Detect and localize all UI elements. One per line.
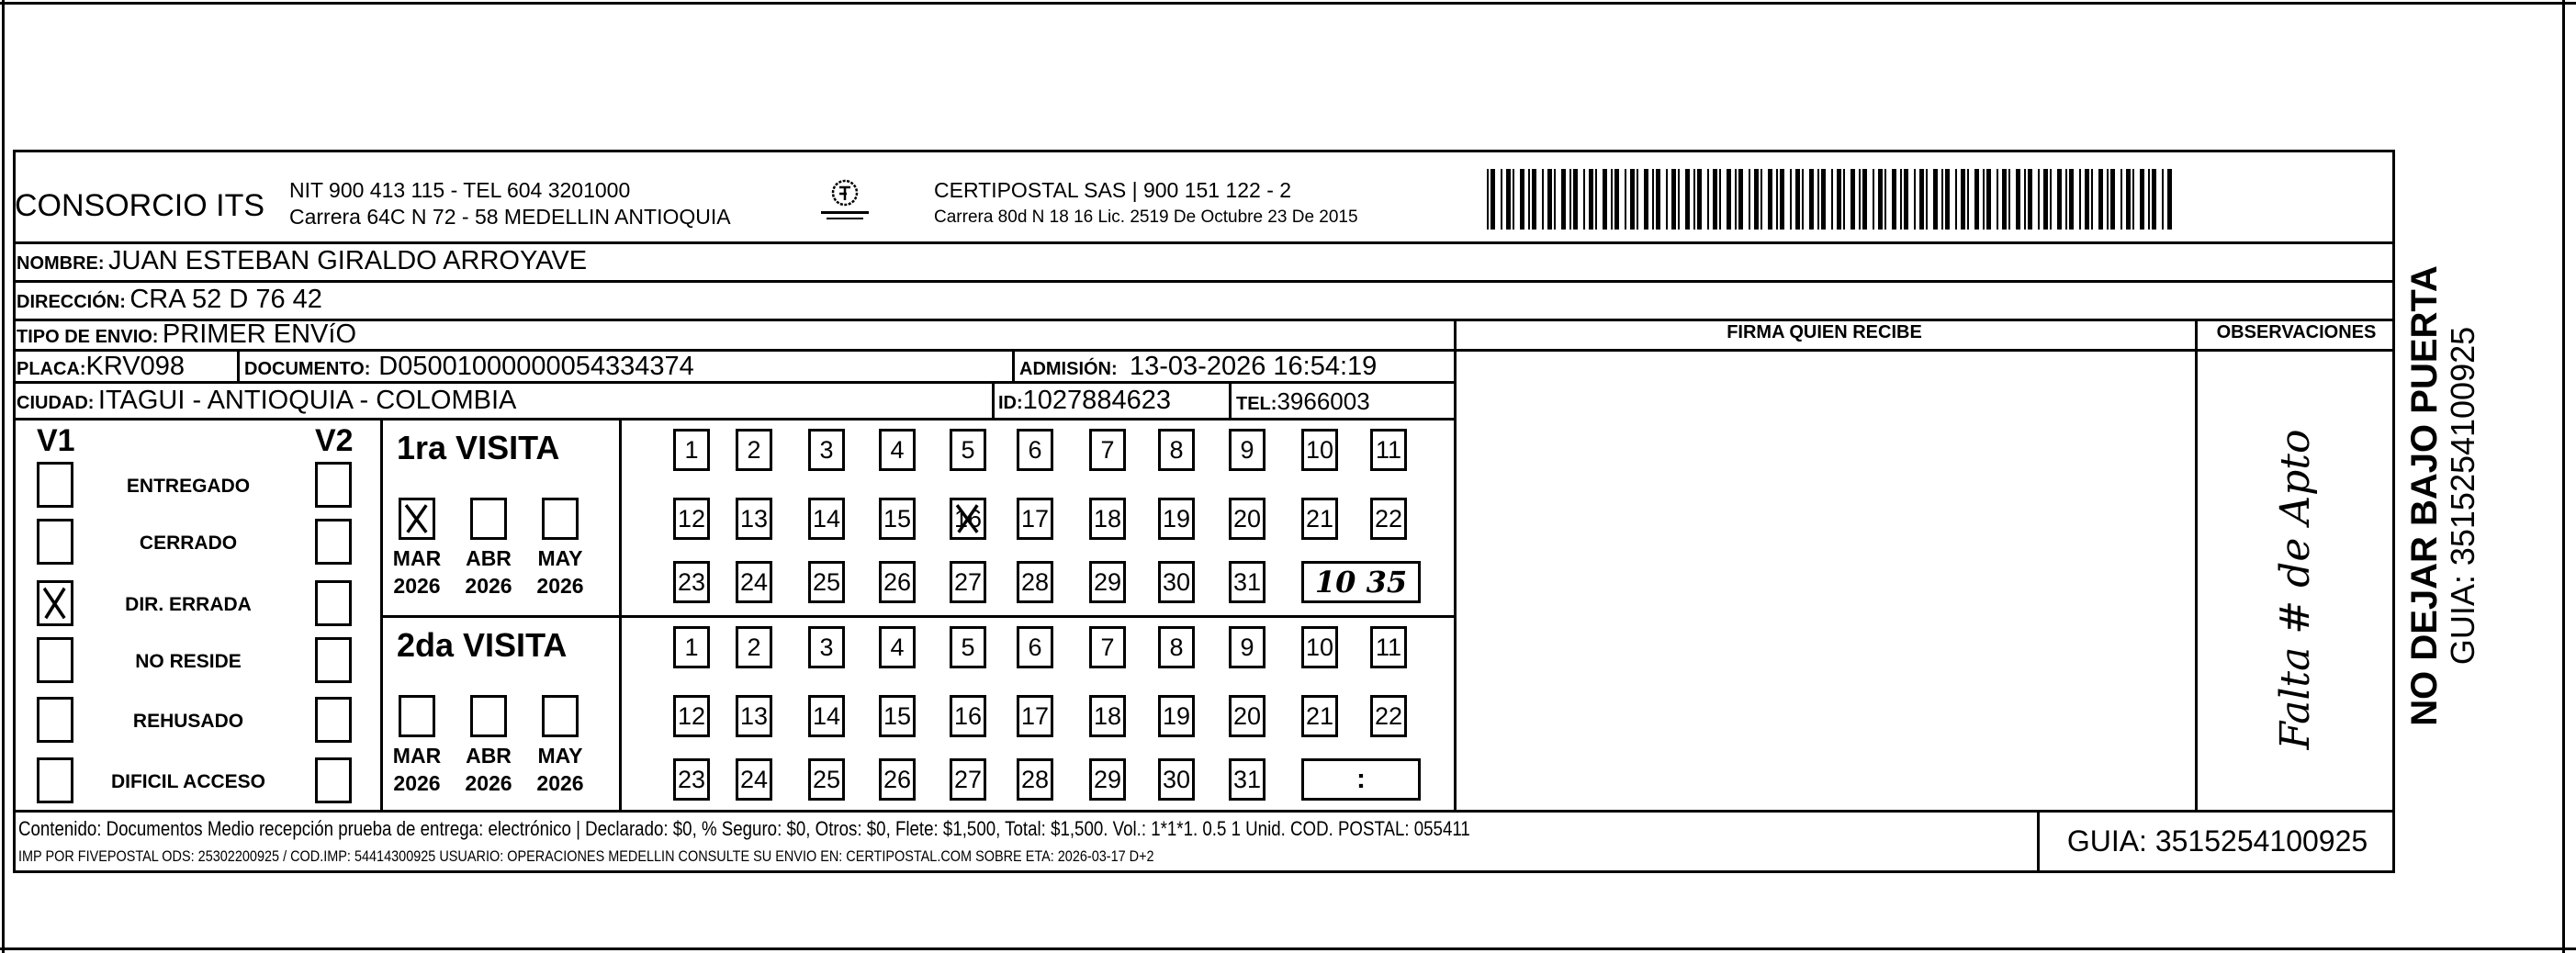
day-number: 28 [1020, 567, 1050, 596]
day-number: 5 [961, 435, 975, 464]
day-number: 25 [812, 567, 841, 596]
nombre-value: JUAN ESTEBAN GIRALDO ARROYAVE [108, 246, 588, 275]
day-number: 21 [1305, 701, 1334, 730]
day-box[interactable] [1017, 695, 1053, 737]
day-box[interactable] [1017, 758, 1053, 801]
month-label: ABR [466, 744, 512, 768]
day-number: 7 [1100, 435, 1115, 464]
v2-header: V2 [315, 423, 354, 458]
day-number: 30 [1162, 765, 1191, 793]
day-box[interactable] [1017, 498, 1053, 540]
check-x-icon [39, 583, 71, 623]
footer-imp [18, 848, 1355, 864]
v2-checkbox[interactable] [315, 757, 352, 803]
divider [13, 280, 2395, 283]
day-number: 25 [812, 765, 841, 793]
day-number: 18 [1093, 701, 1122, 730]
month-label: MAY [537, 546, 583, 570]
day-box[interactable] [879, 429, 916, 471]
day-box[interactable] [1017, 429, 1053, 471]
day-box[interactable] [736, 498, 772, 540]
observations-handwriting: Falta # de Apto [2272, 429, 2319, 750]
ciudad-field [17, 387, 516, 414]
day-box[interactable] [1229, 758, 1266, 801]
month-label: MAY [537, 744, 583, 768]
day-number: 14 [812, 701, 841, 730]
day-box[interactable] [1370, 695, 1407, 737]
direccion-label: DIRECCIÓN: [17, 292, 126, 312]
day-box[interactable] [808, 561, 845, 603]
check-x-icon [401, 500, 433, 537]
day-box[interactable] [1301, 626, 1338, 668]
day-number: 6 [1028, 633, 1042, 661]
day-number: 8 [1169, 633, 1184, 661]
day-box[interactable] [673, 758, 710, 801]
divider [13, 241, 2395, 244]
day-box[interactable] [879, 626, 916, 668]
day-box[interactable] [879, 695, 916, 737]
day-number: 3 [819, 435, 834, 464]
footer-line2: IMP POR FIVEPOSTAL ODS: 25302200925 / COD.IMP: 54414300925 USUARIO: OPERACIONES MEDELLIN CONSULTE SU ENVIO EN: CERTIPOSTAL.COM SOBRE ETA: 2026-03-17 D+2 [18, 847, 1154, 865]
day-box[interactable] [950, 758, 986, 801]
day-number: 3 [819, 633, 834, 661]
day-box[interactable] [808, 758, 845, 801]
day-box[interactable] [1301, 695, 1338, 737]
day-number: 26 [883, 765, 912, 793]
day-box[interactable] [736, 758, 772, 801]
v2-checkbox[interactable] [315, 462, 352, 508]
day-number: 15 [883, 504, 912, 533]
day-number: 31 [1232, 567, 1262, 596]
day-box[interactable] [1301, 429, 1338, 471]
day-box[interactable] [736, 429, 772, 471]
day-box[interactable] [1158, 758, 1195, 801]
footer-guia: GUIA: 3515254100925 [2066, 824, 2368, 858]
status-label: ENTREGADO [126, 476, 251, 497]
year-label: 2026 [393, 771, 441, 795]
v1-checkbox[interactable] [37, 462, 73, 508]
page-border-left [2, 0, 5, 953]
v1-checkbox[interactable] [37, 697, 73, 743]
v1-checkbox[interactable] [37, 519, 73, 565]
day-number: 27 [953, 567, 983, 596]
day-number: 13 [739, 701, 769, 730]
day-number: 5 [961, 633, 975, 661]
time-field[interactable]: 10 35 [1301, 561, 1421, 603]
day-number: 4 [890, 435, 905, 464]
day-box[interactable] [1158, 561, 1195, 603]
firma-label: FIRMA QUIEN RECIBE [1727, 322, 1922, 342]
v2-checkbox[interactable] [315, 697, 352, 743]
day-box[interactable] [673, 429, 710, 471]
day-box[interactable] [673, 626, 710, 668]
day-box[interactable] [673, 561, 710, 603]
day-box[interactable] [673, 695, 710, 737]
admision-label: ADMISIÓN: [1019, 359, 1118, 379]
page-border-bottom [0, 947, 2576, 950]
status-label: NO RESIDE [135, 651, 242, 672]
v2-checkbox[interactable] [315, 519, 352, 565]
year-label: 2026 [465, 574, 512, 598]
tel-value: 3966003 [1277, 387, 1370, 415]
day-box[interactable] [1089, 429, 1126, 471]
day-box[interactable] [808, 498, 845, 540]
v1-checkbox[interactable] [37, 757, 73, 803]
day-number: 2 [747, 435, 761, 464]
divider [1012, 349, 1015, 381]
visit-title: 1ra VISITA [397, 429, 560, 466]
day-box[interactable] [1229, 429, 1266, 471]
id-label: ID: [998, 393, 1023, 413]
day-box[interactable] [1370, 429, 1407, 471]
observaciones-label: OBSERVACIONES [2216, 322, 2377, 342]
day-number: 30 [1162, 567, 1191, 596]
documento-value: D05001000000054334374 [378, 352, 694, 381]
day-number: 14 [812, 504, 841, 533]
time-field[interactable]: : [1301, 758, 1421, 801]
day-box[interactable] [1017, 561, 1053, 603]
day-box[interactable] [1089, 561, 1126, 603]
month-checkbox[interactable] [542, 695, 579, 737]
month-checkbox[interactable] [399, 695, 435, 737]
direccion-value: CRA 52 D 76 42 [129, 285, 322, 314]
day-number: 24 [739, 765, 769, 793]
day-number: 26 [883, 567, 912, 596]
day-box[interactable] [1229, 626, 1266, 668]
day-number: 15 [883, 701, 912, 730]
day-number: 17 [1020, 701, 1050, 730]
nombre-label: NOMBRE: [17, 253, 105, 274]
day-box[interactable] [950, 498, 986, 540]
tel-field [1236, 389, 1370, 413]
day-number: 12 [677, 504, 706, 533]
signature-area[interactable] [1457, 352, 2195, 810]
day-box[interactable] [1370, 498, 1407, 540]
day-box[interactable] [1158, 626, 1195, 668]
side-warning: NO DEJAR BAJO PUERTA [2404, 265, 2445, 726]
day-number: 7 [1100, 633, 1115, 661]
day-number: 22 [1374, 504, 1403, 533]
day-box[interactable] [736, 626, 772, 668]
day-number: 16 [953, 504, 983, 533]
company-name: CONSORCIO ITS [15, 188, 265, 223]
ciudad-label: CIUDAD: [17, 393, 95, 413]
day-number: 21 [1305, 504, 1334, 533]
divider [380, 615, 1454, 618]
day-number: 29 [1093, 567, 1122, 596]
day-box[interactable] [1158, 498, 1195, 540]
day-number: 9 [1240, 633, 1254, 661]
day-number: 27 [953, 765, 983, 793]
divider [13, 319, 2395, 321]
day-number: 1 [684, 633, 699, 661]
year-label: 2026 [536, 771, 584, 795]
day-number: 1 [684, 435, 699, 464]
day-box[interactable] [1229, 498, 1266, 540]
divider [237, 349, 240, 381]
v1-header: V1 [37, 423, 75, 458]
day-number: 11 [1375, 633, 1402, 661]
year-label: 2026 [465, 771, 512, 795]
day-number: 13 [739, 504, 769, 533]
documento-field [244, 353, 694, 380]
month-checkbox[interactable] [470, 498, 507, 540]
status-label: CERRADO [139, 533, 238, 554]
day-box[interactable] [1229, 561, 1266, 603]
day-box[interactable] [808, 429, 845, 471]
day-number: 19 [1162, 504, 1191, 533]
divider [13, 418, 1454, 420]
documento-label: DOCUMENTO: [244, 359, 371, 379]
tel-label: TEL: [1236, 394, 1277, 414]
admision-field [1019, 353, 1377, 380]
day-number: 20 [1232, 701, 1262, 730]
tipo-value: PRIMER ENVíO [162, 320, 357, 349]
carrier-name: CERTIPOSTAL SAS | 900 151 122 - 2 [934, 178, 1292, 202]
day-number: 11 [1375, 435, 1402, 464]
company-nit: NIT 900 413 115 - TEL 604 3201000 [289, 178, 631, 202]
placa-field [17, 353, 185, 380]
divider [992, 381, 995, 418]
v1-checkbox[interactable] [37, 580, 73, 626]
day-number: 18 [1093, 504, 1122, 533]
day-number: 9 [1240, 435, 1254, 464]
divider [619, 418, 622, 810]
day-box[interactable] [1158, 695, 1195, 737]
day-box[interactable] [950, 561, 986, 603]
day-number: 8 [1169, 435, 1184, 464]
day-box[interactable] [1158, 429, 1195, 471]
placa-value: KRV098 [85, 352, 186, 381]
day-box[interactable] [1370, 626, 1407, 668]
divider [2195, 319, 2198, 810]
day-box[interactable] [1089, 695, 1126, 737]
divider [13, 381, 1454, 384]
month-label: MAR [392, 744, 442, 768]
company-address: Carrera 64C N 72 - 58 MEDELLIN ANTIOQUIA [289, 205, 731, 229]
day-number: 4 [890, 633, 905, 661]
divider [1229, 381, 1232, 418]
page-border-top [0, 2, 2576, 5]
visit-title: 2da VISITA [397, 626, 568, 664]
day-box[interactable] [1229, 695, 1266, 737]
status-label: REHUSADO [132, 711, 244, 732]
day-number: 31 [1232, 765, 1262, 793]
day-number: 29 [1093, 765, 1122, 793]
day-box[interactable] [879, 561, 916, 603]
month-checkbox[interactable] [399, 498, 435, 540]
day-box[interactable] [736, 561, 772, 603]
year-label: 2026 [536, 574, 584, 598]
day-number: 22 [1374, 701, 1403, 730]
direccion-field [17, 286, 322, 313]
placa-label: PLACA: [17, 359, 86, 379]
status-label: DIR. ERRADA [125, 594, 252, 615]
day-number: 6 [1028, 435, 1042, 464]
year-label: 2026 [393, 574, 441, 598]
admision-value: 13-03-2026 16:54:19 [1130, 352, 1378, 381]
day-number: 23 [677, 765, 706, 793]
v2-checkbox[interactable] [315, 580, 352, 626]
day-number: 10 [1305, 633, 1334, 661]
month-checkbox[interactable] [470, 695, 507, 737]
day-box[interactable] [950, 429, 986, 471]
day-number: 2 [747, 633, 761, 661]
day-number: 12 [677, 701, 706, 730]
day-box[interactable] [1089, 758, 1126, 801]
day-number: 16 [953, 701, 983, 730]
day-box[interactable] [950, 626, 986, 668]
month-label: MAR [392, 546, 442, 570]
day-box[interactable] [1301, 498, 1338, 540]
tipo-label: TIPO DE ENVIO: [17, 327, 159, 347]
page-border-right [2562, 0, 2565, 953]
v2-checkbox[interactable] [315, 637, 352, 683]
day-box[interactable] [673, 498, 710, 540]
carrier-address: Carrera 80d N 18 16 Lic. 2519 De Octubre 23 De 2015 [934, 207, 1358, 227]
day-number: 17 [1020, 504, 1050, 533]
day-number: 10 [1305, 435, 1334, 464]
day-number: 19 [1162, 701, 1191, 730]
divider [380, 418, 383, 810]
id-value: 1027884623 [1022, 386, 1171, 415]
day-number: 23 [677, 567, 706, 596]
v1-checkbox[interactable] [37, 637, 73, 683]
footer-line1: Contenido: Documentos Medio recepción prueba de entrega: electrónico | Declarado: $0, % Seguro: $0, Otros: $0, Flete: $1,500, Total: $1,500. Vol.: 1*1*1. 0.5 1 Unid. COD. POSTAL: 055411 [18, 817, 1470, 840]
tipo-field [17, 321, 356, 348]
footer-content [18, 819, 1727, 839]
day-box[interactable] [808, 695, 845, 737]
status-label: DIFICIL ACCESO [110, 771, 265, 792]
day-number: 24 [739, 567, 769, 596]
day-box[interactable] [1089, 626, 1126, 668]
id-field [998, 387, 1171, 414]
side-guia: GUIA: 3515254100925 [2444, 326, 2481, 666]
day-box[interactable] [879, 498, 916, 540]
day-number: 20 [1232, 504, 1262, 533]
ciudad-value: ITAGUI - ANTIOQUIA - COLOMBIA [97, 386, 517, 415]
day-box[interactable] [879, 758, 916, 801]
day-box[interactable] [808, 626, 845, 668]
month-checkbox[interactable] [542, 498, 579, 540]
nombre-field [17, 248, 587, 275]
day-box[interactable] [1017, 626, 1053, 668]
day-box[interactable] [950, 695, 986, 737]
day-box[interactable] [736, 695, 772, 737]
month-label: ABR [466, 546, 512, 570]
day-number: 28 [1020, 765, 1050, 793]
day-box[interactable] [1089, 498, 1126, 540]
